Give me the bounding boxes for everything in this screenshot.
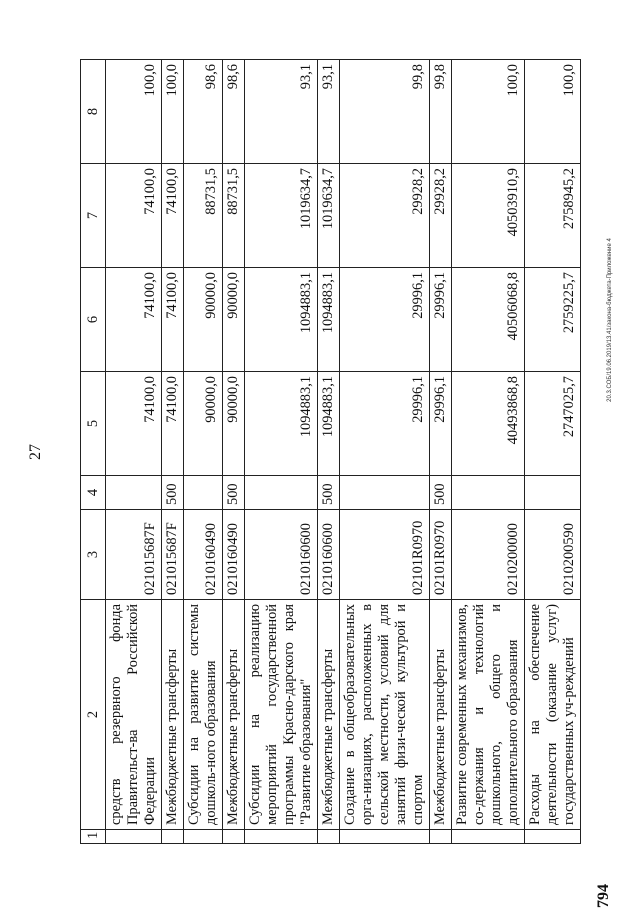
code-cell: 0210160490 xyxy=(183,510,222,600)
row-number-cell xyxy=(429,830,451,844)
table-row xyxy=(183,60,222,844)
type-cell: 500 xyxy=(317,476,339,510)
revised-cell: 90000,0 xyxy=(222,268,244,372)
percent-cell: 100,0 xyxy=(161,60,183,164)
table-row xyxy=(339,60,429,844)
type-cell xyxy=(524,476,580,510)
table-row xyxy=(161,60,183,844)
name-cell: Субсидии на реализацию мероприятий государственной программы Красно-дарского края "Развитие образования" xyxy=(244,600,317,830)
type-cell xyxy=(451,476,524,510)
plan-cell: 74100,0 xyxy=(161,372,183,476)
plan-cell: 40493868,8 xyxy=(451,372,524,476)
name-cell: Межбюджетные трансферты xyxy=(317,600,339,830)
name-cell: средств резервного фонда Правительст-ва Российской Федерации xyxy=(106,600,162,830)
row-number-cell xyxy=(524,830,580,844)
plan-cell: 90000,0 xyxy=(222,372,244,476)
revised-cell: 1094883,1 xyxy=(244,268,317,372)
header-cell: 6 xyxy=(81,268,106,372)
name-cell: Расходы на обеспечение деятельности (оказание услуг) государственных уч-реждений xyxy=(524,600,580,830)
percent-cell: 93,1 xyxy=(244,60,317,164)
name-cell: Межбюджетные трансферты xyxy=(222,600,244,830)
percent-cell: 99,8 xyxy=(339,60,429,164)
code-cell: 0210160600 xyxy=(317,510,339,600)
code-cell: 02101R0970 xyxy=(339,510,429,600)
table-row xyxy=(222,60,244,844)
actual-cell: 29928,2 xyxy=(429,164,451,268)
actual-cell: 74100,0 xyxy=(161,164,183,268)
budget-table-container xyxy=(80,60,576,844)
plan-cell: 90000,0 xyxy=(183,372,222,476)
name-cell: Межбюджетные трансферты xyxy=(429,600,451,830)
actual-cell: 88731,5 xyxy=(183,164,222,268)
code-cell: 02101R0970 xyxy=(429,510,451,600)
table-row xyxy=(524,60,580,844)
table-row xyxy=(429,60,451,844)
actual-cell: 74100,0 xyxy=(106,164,162,268)
plan-cell: 1094883,1 xyxy=(244,372,317,476)
page-stamp: 794 xyxy=(595,884,612,908)
row-number-cell xyxy=(222,830,244,844)
row-number-cell xyxy=(106,830,162,844)
table-row xyxy=(244,60,317,844)
plan-cell: 29996,1 xyxy=(339,372,429,476)
type-cell: 500 xyxy=(161,476,183,510)
plan-cell: 2747025,7 xyxy=(524,372,580,476)
row-number-cell xyxy=(244,830,317,844)
percent-cell: 99,8 xyxy=(429,60,451,164)
revised-cell: 2759225,7 xyxy=(524,268,580,372)
row-number-cell xyxy=(183,830,222,844)
percent-cell: 100,0 xyxy=(106,60,162,164)
revised-cell: 29996,1 xyxy=(429,268,451,372)
actual-cell: 29928,2 xyxy=(339,164,429,268)
budget-table xyxy=(80,59,581,844)
page-number: 27 xyxy=(27,444,44,460)
actual-cell: 1019634,7 xyxy=(317,164,339,268)
revised-cell: 29996,1 xyxy=(339,268,429,372)
code-cell: 0210200000 xyxy=(451,510,524,600)
percent-cell: 100,0 xyxy=(524,60,580,164)
percent-cell: 100,0 xyxy=(451,60,524,164)
name-cell: Межбюджетные трансферты xyxy=(161,600,183,830)
name-cell: Создание в общеобразовательных орга-низациях, расположенных в сельской местности, условий для занятий физи-ческой культурой и спортом xyxy=(339,600,429,830)
actual-cell: 1019634,7 xyxy=(244,164,317,268)
percent-cell: 93,1 xyxy=(317,60,339,164)
header-cell: 2 xyxy=(81,600,106,830)
table-row xyxy=(451,60,524,844)
code-cell: 021015687F xyxy=(161,510,183,600)
table-row xyxy=(106,60,162,844)
header-cell: 7 xyxy=(81,164,106,268)
code-cell: 0210160490 xyxy=(222,510,244,600)
type-cell: 500 xyxy=(222,476,244,510)
percent-cell: 98,6 xyxy=(183,60,222,164)
code-cell: 0210200590 xyxy=(524,510,580,600)
header-row xyxy=(81,60,106,844)
row-number-cell xyxy=(339,830,429,844)
code-cell: 0210160600 xyxy=(244,510,317,600)
row-number-cell xyxy=(451,830,524,844)
name-cell: Развитие современных механизмов, со-держания и технологий дошкольного, общего и дополнительного образования xyxy=(451,600,524,830)
table-row xyxy=(317,60,339,844)
type-cell: 500 xyxy=(429,476,451,510)
plan-cell: 29996,1 xyxy=(429,372,451,476)
revised-cell: 40506068,8 xyxy=(451,268,524,372)
header-cell: 5 xyxy=(81,372,106,476)
actual-cell: 40503910,9 xyxy=(451,164,524,268)
name-cell: Субсидии на развитие системы дошколь-ного образования xyxy=(183,600,222,830)
header-cell: 1 xyxy=(81,830,106,844)
row-number-cell xyxy=(161,830,183,844)
type-cell xyxy=(244,476,317,510)
table-body xyxy=(81,60,581,844)
type-cell xyxy=(106,476,162,510)
type-cell xyxy=(183,476,222,510)
revised-cell: 90000,0 xyxy=(183,268,222,372)
plan-cell: 1094883,1 xyxy=(317,372,339,476)
code-cell: 021015687F xyxy=(106,510,162,600)
row-number-cell xyxy=(317,830,339,844)
revised-cell: 74100,0 xyxy=(106,268,162,372)
header-cell: 8 xyxy=(81,60,106,164)
header-cell: 3 xyxy=(81,510,106,600)
actual-cell: 2758945,2 xyxy=(524,164,580,268)
revised-cell: 74100,0 xyxy=(161,268,183,372)
plan-cell: 74100,0 xyxy=(106,372,162,476)
revised-cell: 1094883,1 xyxy=(317,268,339,372)
percent-cell: 98,6 xyxy=(222,60,244,164)
footer-note: 20.3.СОБ/19.06.2019/13.41/закона-бюджета-Приложение 4 xyxy=(607,238,613,402)
header-cell: 4 xyxy=(81,476,106,510)
actual-cell: 88731,5 xyxy=(222,164,244,268)
type-cell xyxy=(339,476,429,510)
